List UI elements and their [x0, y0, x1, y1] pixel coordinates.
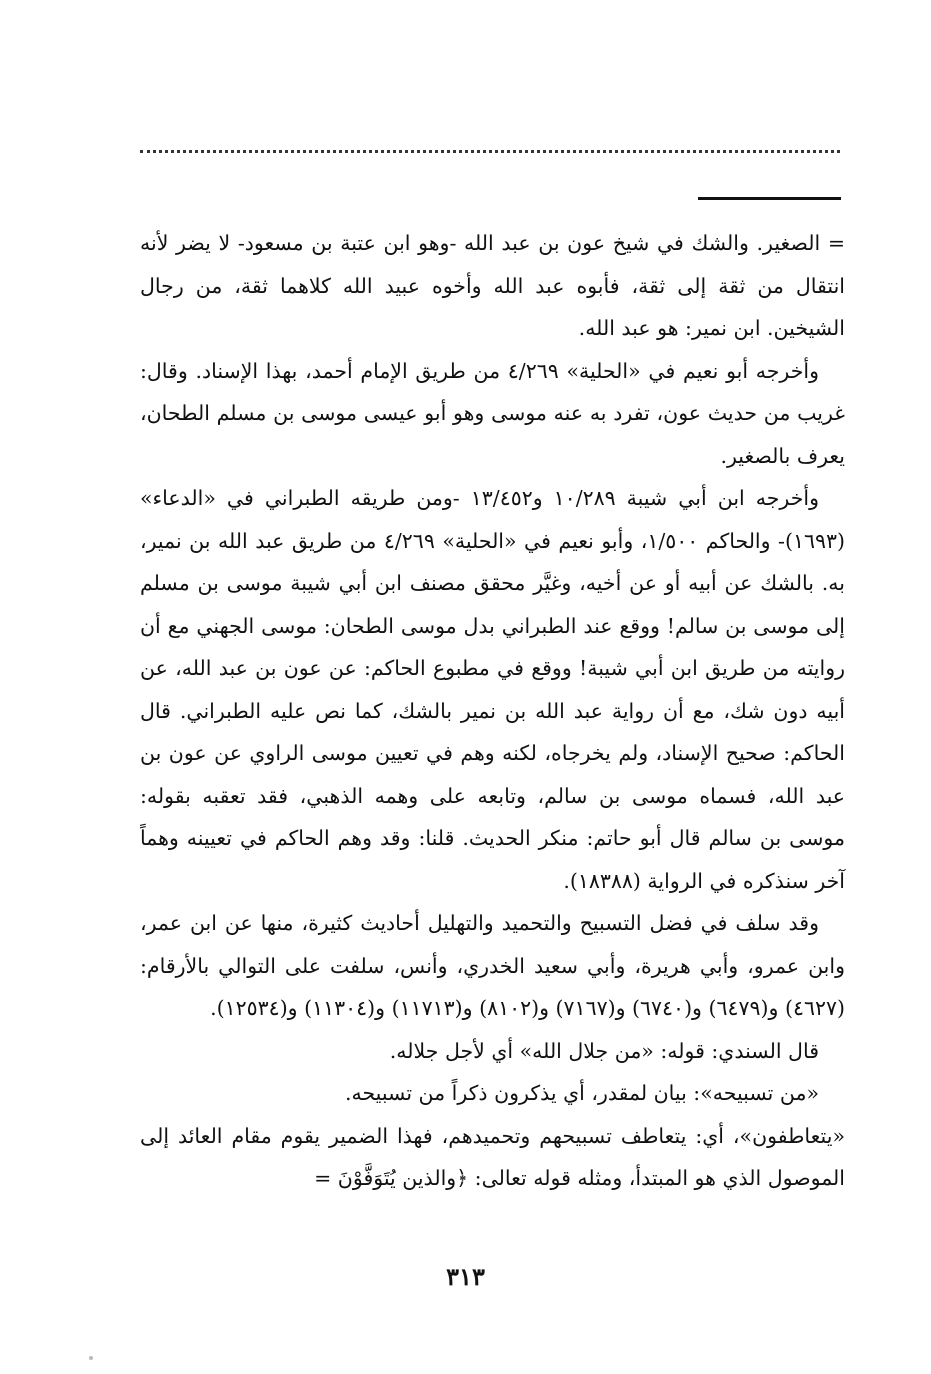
footnote-paragraph: «من تسبيحه»: بيان لمقدر، أي يذكرون ذكراً من تسبيحه.: [344, 1081, 819, 1105]
footnote-paragraph: «يتعاطفون»، أي: يتعاطف تسبيحهم وتحميدهم، فهذا الضمير يقوم مقام العائد إلى الموصول الذي هو المبتدأ، ومثله قوله تعالى: ﴿والذين يُتَوَفَّوْنَ =: [140, 1123, 845, 1190]
footnote-paragraph: وأخرجه أبو نعيم في «الحلية» ٤/٢٦٩ من طريق الإمام أحمد، بهذا الإسناد. وقال: غريب من حديث عون، تفرد به عنه موسى وهو أبو عيسى موسى بن مسلم الطحان، يعرف بالصغير.: [140, 358, 845, 468]
footnote-paragraph: وأخرجه ابن أبي شيبة ١٠/٢٨٩ و١٣/٤٥٢ -ومن طريقه الطبراني في «الدعاء» (١٦٩٣)- والحاكم ١/٥٠٠، وأبو نعيم في «الحلية» ٤/٢٦٩ من طريق عبد الله بن نمير، به. بالشك عن أبيه أو عن أخيه، وغيَّر محقق مصنف ابن أبي شيبة موسى بن مسلم إلى موسى بن سالم! ووقع عند الطبراني بدل موسى الطحان: موسى الجهني مع أن روايته من طريق ابن أبي شيبة! ووقع في مطبوع الحاكم: عن عون بن عبد الله، عن أبيه دون شك، مع أن رواية عبد الله بن نمير بالشك، كما نص عليه الطبراني. قال الحاكم: صحيح الإسناد، ولم يخرجاه، لكنه وهم في تعيين موسى الراوي عن عون بن عبد الله، فسماه موسى بن سالم، وتابعه على وهمه الذهبي، فقد تعقبه بقوله: موسى بن سالم قال أبو حاتم: منكر الحديث. قلنا: وقد وهم الحاكم في تعيينه وهماً آخر سنذكره في الرواية (١٨٣٨٨).: [140, 486, 845, 893]
footnote-rule: [698, 197, 841, 200]
page-number: ٣١٣: [446, 1262, 485, 1291]
footnote-block: [140, 222, 845, 1200]
dotted-separator: [140, 150, 840, 153]
scan-speck: [89, 1356, 93, 1360]
footnote-paragraph: = الصغير. والشك في شيخ عون بن عبد الله -وهو ابن عتبة بن مسعود- لا يضر لأنه انتقال من ثقة إلى ثقة، فأبوه عبد الله وأخوه عبيد الله كلاهما ثقة، من رجال الشيخين. ابن نمير: هو عبد الله.: [140, 231, 845, 340]
footnote-paragraph: وقد سلف في فضل التسبيح والتحميد والتهليل أحاديث كثيرة، منها عن ابن عمر، وابن عمرو، وأبي هريرة، وأبي سعيد الخدري، وأنس، سلفت على التوالي بالأرقام: (٤٦٢٧) و(٦٤٧٩) و(٦٧٤٠) و(٧١٦٧) و(٨١٠٢) و(١١٧١٣) و(١١٣٠٤) و(١٢٥٣٤).: [140, 911, 845, 1020]
footnote-paragraph: قال السندي: قوله: «من جلال الله» أي لأجل جلاله.: [389, 1038, 819, 1063]
